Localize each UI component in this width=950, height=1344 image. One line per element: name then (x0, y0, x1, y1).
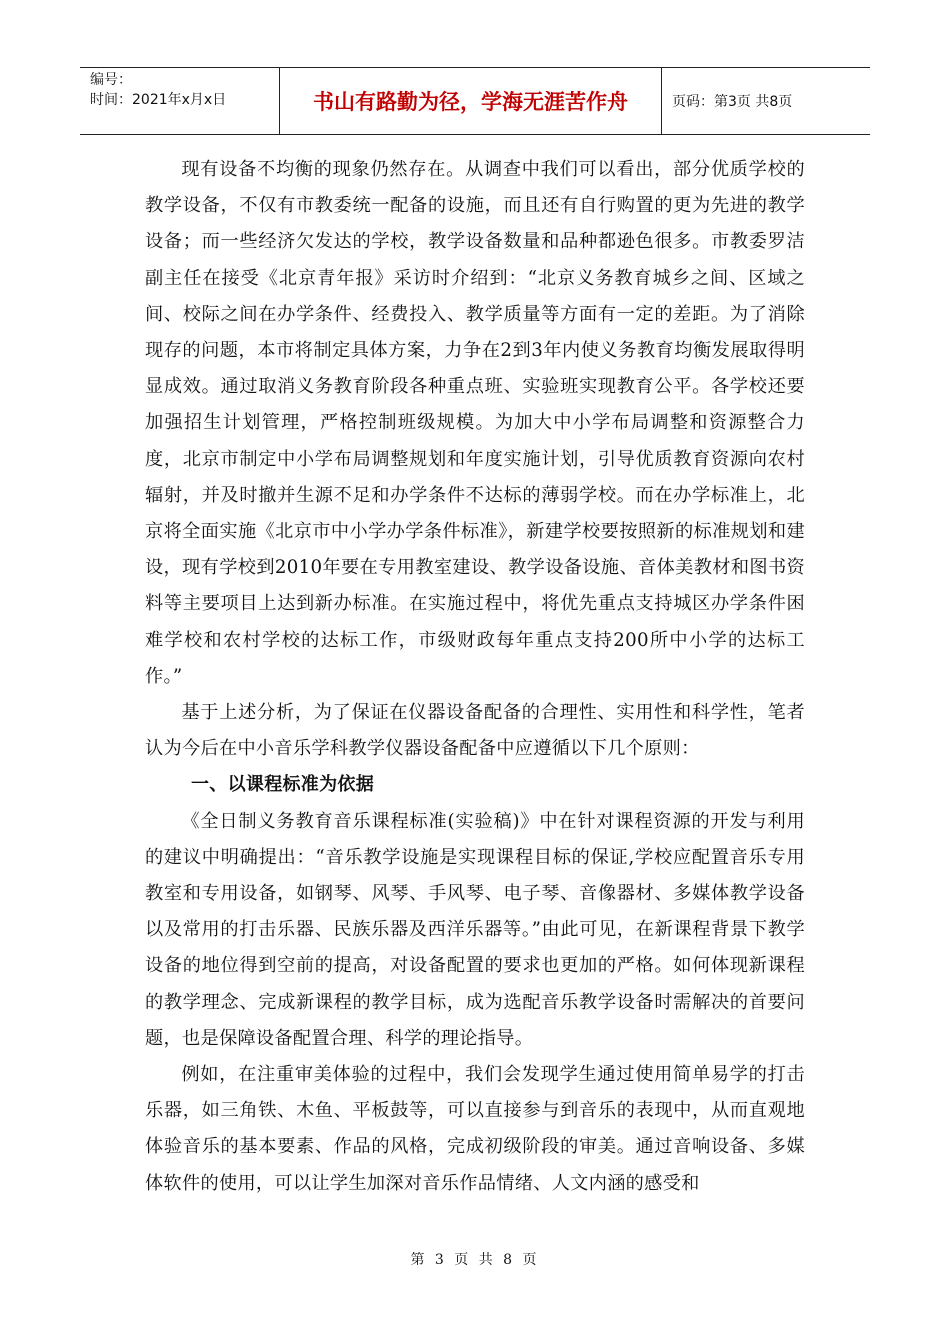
paragraph: 基于上述分析，为了保证在仪器设备配备的合理性、实用性和科学性，笔者认为今后在中小音乐学科教学仪器设备配备中应遵循以下几个原则： (145, 702, 805, 760)
paragraph: 现有设备不均衡的现象仍然存在。从调查中我们可以看出，部分优质学校的教学设备，不仅有市教委统一配备的设施，而且还有自行购置的更为先进的教学设备；而一些经济欠发达的学校，教学设备数量和品种都逊色很多。市教委罗洁副主任在接受《北京青年报》采访时介绍到：“北京义务教育城乡之间、区域之间、校际之间在办学条件、经费投入、教学质量等方面有一定的差距。为了消除现存的问题，本市将制定具体方案，力争在2到3年内使义务教育均衡发展取得明显成效。通过取消义务教育阶段各种重点班、实验班实现教育公平。各学校还要加强招生计划管理，严格控制班级规模。为加大中小学布局调整和资源整合力度，北京市制定中小学布局调整规划和年度实施计划，引导优质教育资源向农村辐射，并及时撤并生源不足和办学条件不达标的薄弱学校。而在办学标准上，北京将全面实施《北京市中小学办学条件标准》，新建学校要按照新的标准规划和建设，现有学校到2010年要在专用教室建设、教学设备设施、音体美教材和图书资料等主要项目上达到新办标准。在实施过程中，将优先重点支持城区办学条件困难学校和农村学校的达标工作，市级财政每年重点支持200所中小学的达标工作。” (145, 159, 805, 687)
paragraph: 《全日制义务教育音乐课程标准(实验稿)》中在针对课程资源的开发与利用的建议中明确提出：“音乐教学设施是实现课程目标的保证,学校应配置音乐专用教室和专用设备，如钢琴、风琴、手风琴、电子琴、音像器材、多媒体教学设备以及常用的打击乐器、民族乐器及西洋乐器等。”由此可见，在新课程背景下教学设备的地位得到空前的提高，对设备配置的要求也更加的严格。如何体现新课程的教学理念、完成新课程的教学目标，成为选配音乐教学设备时需解决的首要问题，也是保障设备配置合理、科学的理论指导。 (145, 810, 805, 1049)
header-motto: 书山有路勤为径，学海无涯苦作舟 (280, 68, 662, 134)
header-meta (80, 68, 280, 134)
header-page-info: 页码：第3页 共8页 (672, 94, 793, 110)
number-label: 编号： (90, 72, 132, 88)
section-heading: 一、以课程标准为依据 (191, 774, 374, 796)
paragraph: 例如，在注重审美体验的过程中，我们会发现学生通过使用简单易学的打击乐器，如三角铁、木鱼、平板鼓等，可以直接参与到音乐的表现中，从而直观地体验音乐的基本要素、作品的风格，完成初级阶段的审美。通过音响设备、多媒体软件的使用，可以让学生加深对音乐作品情绪、人文内涵的感受和 (145, 1064, 805, 1194)
page-header (80, 67, 870, 135)
date-label: 时间：2021年x月x日 (90, 92, 227, 108)
page-footer: 第 3 页 共 8 页 (410, 1252, 540, 1268)
document-body (145, 152, 805, 1202)
